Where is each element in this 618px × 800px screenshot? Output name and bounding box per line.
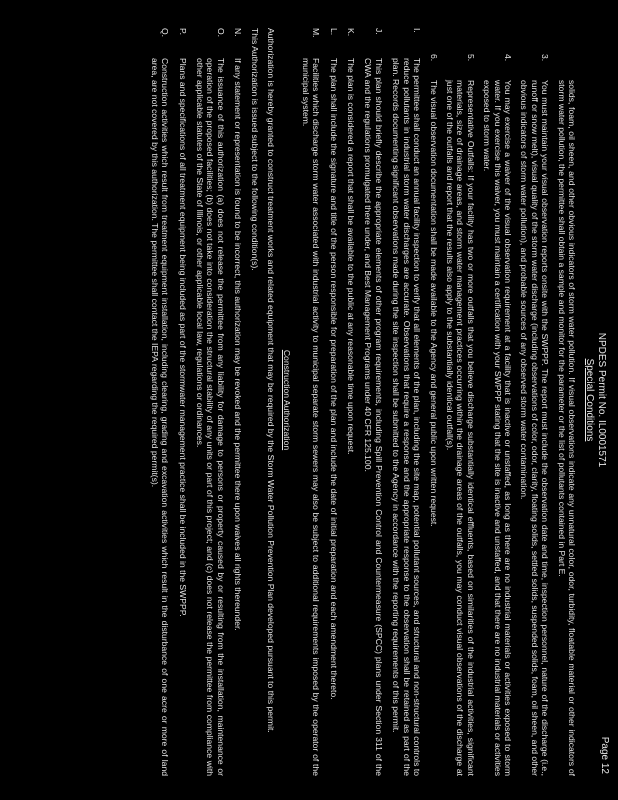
page-number: Page 12 bbox=[599, 736, 610, 774]
sub-item-text: Representative Outfalls: If your facility has two or more outfalls that you believe discharge substantially identical effluents, based on similarities of the industrial activities, significant materials, size of drainage areas, and storm water management practices occurring within the drainage areas of the outfalls, you may conduct visual observations of the discharge at just one of the outfalls and report that the results also apply to the substantially identical outfall(s). bbox=[444, 80, 476, 776]
condition-item bbox=[391, 24, 422, 776]
sub-item bbox=[445, 54, 476, 776]
condition-text: The plan is considered a report that shall be available to the public at any reasonable time upon request. bbox=[346, 58, 357, 455]
condition-item bbox=[300, 24, 321, 776]
sub-item-text: You may exercise a waiver of the visual observation requirement at a facility that is inactive or unstaffed, as long as there are no industrial materials or activities exposed to storm water. If you exercise this waiver, you must maintain a certification with your SWPPP stating that the site is inactive and unstaffed, and that there are no industrial materials or activities exposed to storm water. bbox=[482, 80, 513, 776]
sub-item-text: The visual observation documentation shall be made available to the Agency and general public upon written request. bbox=[428, 80, 439, 527]
sub-item bbox=[428, 54, 438, 776]
condition-text: The permittee shall conduct an annual facility inspection to verify that all elements of the plan, including the site map, potential pollutant sources, and structural and non-structural controls to reduce pollutants in industrial storm water discharges are accurate. Observations that require a response and the appropriate response to the observation shall be retained as part of the plan. Records documenting significant observations made during the site inspection shall be submitted to the Agency in accordance with the reporting requirements of this permit. bbox=[391, 58, 423, 776]
condition-label: K. bbox=[346, 28, 357, 37]
condition-item bbox=[328, 24, 338, 776]
condition-text: The issuance of this authorization (a) does not release the permittee from any liability for damage to persons or property caused by or resulting from the installation, maintenance or operation of the proposed facilities; (b) does not take into consideration the structural stability of any units or part of this project; and (c) does not release the permittee from compliance with other applicable statutes of the State of Illinois, or other applicable local law, regulations or ordinances. bbox=[195, 58, 226, 776]
construction-heading: Construction Authorization bbox=[282, 349, 293, 451]
sub-item-label: 3. bbox=[540, 54, 551, 62]
section-subtitle: Special Conditions bbox=[584, 358, 595, 442]
sub-item bbox=[482, 54, 513, 776]
condition-label: Q. bbox=[160, 28, 171, 38]
construction-condition-intro: This Authorization is issued subject to the following condition(s). bbox=[249, 28, 260, 271]
condition-text: Facilities which discharge storm water associated with industrial activity to municipal separate storm sewers may also be subject to additional requirements imposed by the operator of the municipal system. bbox=[300, 58, 322, 776]
permit-title: NPDES Permit No. IL0001571 bbox=[596, 332, 607, 468]
sub-item bbox=[519, 54, 550, 776]
condition-item bbox=[177, 24, 187, 776]
sub-item-label: 6. bbox=[428, 54, 439, 62]
condition-item bbox=[149, 24, 170, 776]
condition-label: N. bbox=[233, 28, 244, 37]
condition-text: If any statement or representation is found to be incorrect, this authorization may be revoked and the permittee there upon waives all rights thereunder. bbox=[233, 58, 244, 631]
condition-item bbox=[363, 24, 384, 776]
content-body bbox=[149, 20, 577, 780]
condition-item bbox=[233, 24, 243, 776]
condition-label: O. bbox=[215, 28, 226, 38]
rotated-content bbox=[9, 20, 609, 780]
condition-text: Construction activities which result from treatment equipment installation, including clearing, grading and excavation activities which result in the disturbance of one acre or more of land area, are not covered by this authorization. The permittee shall contact the IEPA regarding the required permit(s). bbox=[149, 58, 171, 776]
condition-label: L. bbox=[328, 28, 339, 36]
condition-text: The plan shall include the signature and title of the person responsible for preparation of the plan and include the date of initial preparation and each amendment thereto. bbox=[328, 58, 339, 700]
condition-text: Plans and specifications of all treatment equipment being included as part of the stormwater management practice shall be included in the SWPPP. bbox=[177, 58, 188, 617]
condition-label: M. bbox=[311, 28, 322, 38]
condition-label: J. bbox=[373, 28, 384, 35]
condition-item bbox=[346, 24, 356, 776]
sub-item-label: 5. bbox=[465, 54, 476, 62]
condition-item bbox=[195, 24, 226, 776]
condition-label: I. bbox=[412, 28, 423, 33]
continued-paragraph: solids, foam, oil sheen, and other obvious indicators of storm water pollution. If visual observations indicate any unnatural color, odor, turbidity, floatable material or other indicators of storm water pollution, the permittee shall obtain a sample and monitor for the parameter or the list of pollutants contained in Part E. bbox=[556, 80, 577, 776]
condition-label: P. bbox=[177, 28, 188, 36]
construction-paragraph: Authorization is hereby granted to construct treatment works and related equipment that may be required by the Storm Water Pollution Prevention Plan developed pursuant to this permit. bbox=[266, 28, 277, 733]
sub-item-label: 4. bbox=[502, 54, 513, 62]
sub-item-text: You must maintain your visual observation reports onsite with the SWPPP. The report must include the observation date and time, inspection personnel, nature of the discharge (i.e., runoff or snow melt), visual quality of the storm water discharge (including observations of color, odor, clarity, floating solids, settled solids, suspended solids, foam, oil sheen, and other obvious indicators of storm water pollution), and probable sources of any observed storm water contamination. bbox=[519, 80, 551, 776]
condition-text: This plan should briefly describe the appropriate elements of other program requirements, including Spill Prevention Control and Countermeasure (SPCC) plans under Section 311 of the CWA and the regulations promulgated there under, and Best Management Programs under 40 CFR 125.100. bbox=[363, 58, 384, 776]
